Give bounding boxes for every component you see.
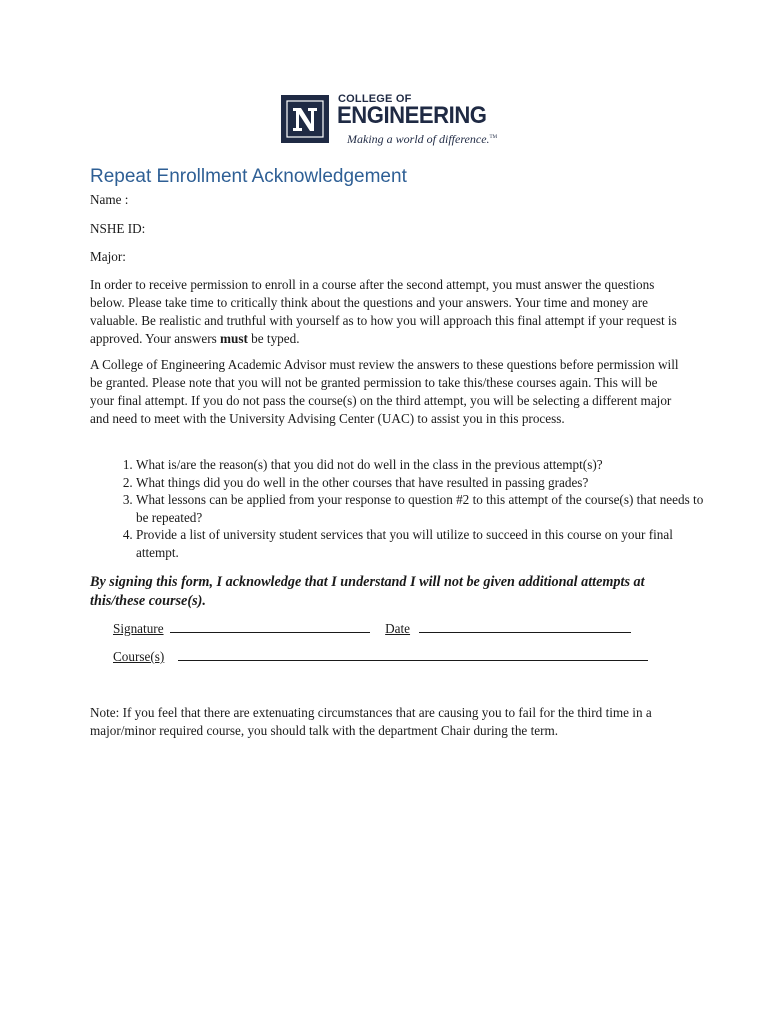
signature-row	[113, 620, 631, 638]
name-field-label: Name :	[90, 192, 129, 207]
logo-tagline-text: Making a world of difference.	[347, 132, 490, 146]
major-field-label: Major:	[90, 249, 126, 264]
question-item: 3. What lessons can be applied from your response to question #2 to this attempt of the course(s) that needs to be repeated?	[136, 491, 708, 526]
intro-paragraph	[90, 276, 680, 348]
signature-field[interactable]	[170, 620, 370, 633]
date-label: Date	[385, 621, 411, 636]
courses-field[interactable]	[178, 648, 648, 661]
question-item: 4. Provide a list of university student services that you will utilize to succeed in this course on your final attempt.	[136, 526, 708, 561]
college-logo	[281, 93, 501, 147]
logo-trademark: TM	[489, 135, 498, 140]
intro-text: In order to receive permission to enroll in a course after the second attempt, you must answer the questions below. Please take time to critically think about the questions and your answers. Your time and money are valuable. Be realistic and truthful with yourself as to how you will approach this final attempt if your request is approved. Your answers	[90, 277, 677, 346]
logo-tagline	[347, 131, 497, 146]
logo-engineering-text: ENGINEERING	[337, 102, 487, 129]
question-list	[110, 456, 708, 561]
question-item: 2. What things did you do well in the other courses that have resulted in passing grades?	[136, 474, 708, 492]
question-item: 1. What is/are the reason(s) that you did not do well in the class in the previous attempt(s)?	[136, 456, 708, 474]
intro-text-end: be typed.	[247, 331, 300, 346]
intro-bold-text: must	[220, 331, 248, 346]
nshe-id-field-label: NSHE ID:	[90, 221, 146, 236]
date-field[interactable]	[419, 620, 631, 633]
note-paragraph: Note: If you feel that there are extenuating circumstances that are causing you to fail for the third time in a major/minor required course, you should talk with the department Chair during the term.	[90, 705, 652, 738]
courses-label: Course(s)	[113, 649, 165, 664]
nevada-n-logo-icon	[281, 95, 329, 143]
signature-label: Signature	[113, 621, 164, 636]
advisor-paragraph: A College of Engineering Academic Advisor must review the answers to these questions before permission will be granted. Please note that you will not be granted permission to take this/these courses again. This will be your final attempt. If you do not pass the course(s) on the third attempt, you will be selecting a different major and need to meet with the University Advising Center (UAC) to assist you in this process.	[90, 357, 679, 426]
logo-college-of-text: COLLEGE OF	[338, 93, 412, 105]
acknowledgement-statement: By signing this form, I acknowledge that I understand I will not be given additional attempts at this/these course(s).	[90, 574, 645, 609]
courses-row	[113, 648, 648, 666]
page-title: Repeat Enrollment Acknowledgement	[90, 166, 407, 187]
